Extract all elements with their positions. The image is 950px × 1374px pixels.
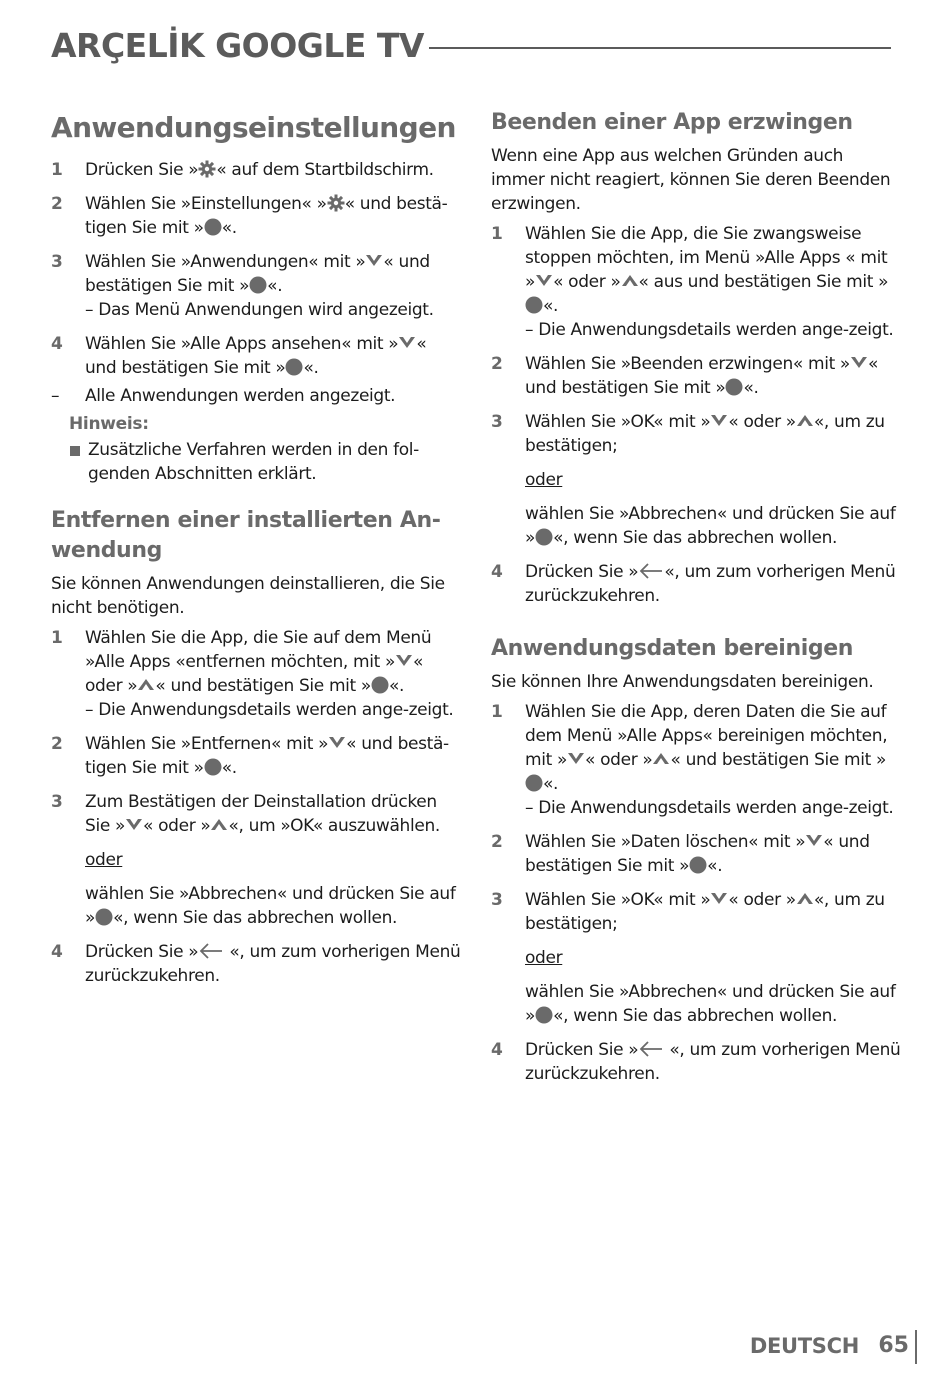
ok-button-icon xyxy=(535,528,553,546)
arrow-up-icon xyxy=(796,412,814,430)
step-4 xyxy=(491,1038,901,1086)
step-text: «. xyxy=(221,218,237,238)
note-item xyxy=(51,438,461,486)
step-text: «. xyxy=(221,758,237,778)
step-text: « und bestätigen Sie mit » xyxy=(525,354,879,398)
section-intro: Sie können Ihre Anwendungsdaten bereinigen. xyxy=(491,672,874,692)
step-number: 3 xyxy=(51,252,63,272)
step-number: 2 xyxy=(491,832,503,852)
alternative-text xyxy=(491,502,901,550)
alternative-text xyxy=(51,882,461,930)
step-text: Wählen Sie die App, die Sie zwangsweise stoppen möchten, im Menü »Alle Apps « mit » xyxy=(525,224,888,292)
oder-label: oder xyxy=(525,470,563,490)
arrow-down-icon xyxy=(805,832,823,850)
note-text: Zusätzliche Verfahren werden in den fol-genden Abschnitten erklärt. xyxy=(88,440,419,484)
step-text: Wählen Sie »Alle Apps ansehen« mit » xyxy=(85,334,399,354)
step-1 xyxy=(51,158,461,182)
step-3 xyxy=(491,888,901,936)
arrow-down-icon xyxy=(328,734,346,752)
step-text: «. xyxy=(543,296,559,316)
step-text: « aus und bestätigen Sie mit » xyxy=(638,272,889,292)
step-text: « und bestä-tigen Sie mit » xyxy=(85,734,449,778)
step-text: «. xyxy=(303,358,319,378)
arrow-up-icon xyxy=(652,750,670,768)
step-text: «. xyxy=(543,774,559,794)
step-text: «, um zum vorherigen Menü zurückzukehren. xyxy=(525,562,896,606)
step-text: wählen Sie »Abbrechen« und drücken Sie auf » xyxy=(525,982,896,1026)
step-result-line xyxy=(51,384,461,408)
step-number: 2 xyxy=(491,354,503,374)
step-text: «. xyxy=(267,276,283,296)
note-title: Hinweis: xyxy=(69,414,149,434)
step-text: Wählen Sie »Beenden erzwingen« mit » xyxy=(525,354,850,374)
gear-icon xyxy=(327,194,345,212)
header-rule xyxy=(429,47,891,49)
arrow-down-icon xyxy=(365,252,383,270)
footer-bar xyxy=(915,1330,917,1364)
step-text: Drücken Sie » xyxy=(525,1040,639,1060)
step-text: Wählen Sie »Anwendungen« mit » xyxy=(85,252,366,272)
right-column xyxy=(491,108,901,1096)
step-text: «. xyxy=(388,676,405,696)
arrow-up-icon xyxy=(137,676,155,694)
step-text: Wählen Sie »Einstellungen« » xyxy=(85,194,327,214)
step-1 xyxy=(491,700,901,820)
ok-button-icon xyxy=(725,378,743,396)
ok-button-icon xyxy=(371,676,389,694)
gear-icon xyxy=(198,160,216,178)
step-number: 2 xyxy=(51,194,63,214)
step-number: 3 xyxy=(491,412,503,432)
back-arrow-icon xyxy=(198,942,224,960)
ok-button-icon xyxy=(204,218,222,236)
step-number: 4 xyxy=(491,1040,503,1060)
step-result: – Die Anwendungsdetails werden ange-zeigt. xyxy=(525,798,894,818)
arrow-down-icon xyxy=(710,412,728,430)
ok-button-icon xyxy=(525,774,543,792)
oder-label: oder xyxy=(85,850,123,870)
arrow-down-icon xyxy=(710,890,728,908)
step-text: «, um zu bestätigen; xyxy=(525,890,885,934)
step-text: «, um zu bestätigen; xyxy=(525,412,885,456)
step-2 xyxy=(51,732,461,780)
arrow-up-icon xyxy=(210,816,228,834)
page-number: 65 xyxy=(878,1333,909,1358)
step-text: Wählen Sie »OK« mit » xyxy=(525,890,711,910)
step-text: « oder » xyxy=(728,412,796,432)
step-text: Wählen Sie die App, deren Daten die Sie auf dem Menü »Alle Apps« bereinigen möchten, mit » xyxy=(525,702,888,770)
arrow-down-icon xyxy=(567,750,585,768)
step-text: «, um »OK« auszuwählen. xyxy=(228,816,440,836)
step-text: «, um zum vorherigen Menü zurückzukehren. xyxy=(85,942,461,986)
back-arrow-icon xyxy=(638,1040,664,1058)
step-number: 4 xyxy=(51,334,63,354)
step-text: «, wenn Sie das abbrechen wollen. xyxy=(553,528,838,548)
step-result: – Das Menü Anwendungen wird angezeigt. xyxy=(85,300,434,320)
ok-button-icon xyxy=(689,856,707,874)
arrow-down-icon xyxy=(850,354,868,372)
step-text: Drücken Sie » xyxy=(85,942,199,962)
step-number: 3 xyxy=(491,890,503,910)
step-number: 3 xyxy=(51,792,63,812)
step-text: « oder » xyxy=(585,750,653,770)
step-text: « oder » xyxy=(85,652,424,696)
alternative-text xyxy=(491,980,901,1028)
step-text: Wählen Sie die App, die Sie auf dem Menü »Alle Apps «entfernen möchten, mit » xyxy=(85,628,432,672)
step-text: Wählen Sie »Daten löschen« mit » xyxy=(525,832,806,852)
step-text: wählen Sie »Abbrechen« und drücken Sie auf » xyxy=(525,504,896,548)
step-text: « und bestätigen Sie mit » xyxy=(670,750,887,770)
step-1 xyxy=(51,626,461,722)
step-text: Wählen Sie »OK« mit » xyxy=(525,412,711,432)
step-text: Alle Anwendungen werden angezeigt. xyxy=(85,386,396,406)
step-1 xyxy=(491,222,901,342)
step-number: 1 xyxy=(491,702,503,722)
step-text: « auf dem Startbildschirm. xyxy=(216,160,434,180)
step-2 xyxy=(51,192,461,240)
step-text: « oder » xyxy=(728,890,796,910)
step-text: wählen Sie »Abbrechen« und drücken Sie auf » xyxy=(85,884,456,928)
oder-label: oder xyxy=(525,948,563,968)
step-text: «, wenn Sie das abbrechen wollen. xyxy=(553,1006,838,1026)
step-text: « und bestätigen Sie mit » xyxy=(525,832,870,876)
section-title-force-stop: Beenden einer App erzwingen xyxy=(491,110,853,135)
arrow-down-icon xyxy=(398,334,416,352)
arrow-down-icon xyxy=(535,272,553,290)
step-text: « und bestä-tigen Sie mit » xyxy=(85,194,448,238)
step-result: – Die Anwendungsdetails werden ange-zeigt. xyxy=(85,700,454,720)
arrow-up-icon xyxy=(796,890,814,908)
dash-marker: – xyxy=(51,386,60,406)
arrow-up-icon xyxy=(621,272,639,290)
arrow-down-icon xyxy=(125,816,143,834)
step-number: 1 xyxy=(51,628,63,648)
brand-title: ARÇELİK GOOGLE TV xyxy=(51,26,424,65)
bullet-square-icon xyxy=(70,446,80,456)
step-text: Drücken Sie » xyxy=(525,562,639,582)
step-text: Wählen Sie »Entfernen« mit » xyxy=(85,734,329,754)
footer-language: DEUTSCH xyxy=(749,1334,859,1358)
ok-button-icon xyxy=(204,758,222,776)
step-text: «. xyxy=(707,856,723,876)
ok-button-icon xyxy=(249,276,267,294)
ok-button-icon xyxy=(285,358,303,376)
section-intro: Sie können Anwendungen deinstallieren, die Sie nicht benötigen. xyxy=(51,574,445,618)
step-4 xyxy=(51,332,461,380)
left-column xyxy=(51,100,461,998)
page-header xyxy=(51,22,891,70)
ok-button-icon xyxy=(535,1006,553,1024)
step-3 xyxy=(491,410,901,458)
ok-button-icon xyxy=(525,296,543,314)
section-title-uninstall: Entfernen einer installierten An-wendung xyxy=(51,508,441,563)
section-intro: Wenn eine App aus welchen Gründen auch immer nicht reagiert, können Sie deren Beenden erzwingen. xyxy=(491,146,891,214)
section-title-clear-data: Anwendungsdaten bereinigen xyxy=(491,636,853,661)
step-number: 1 xyxy=(51,160,63,180)
section-title-app-settings: Anwendungseinstellungen xyxy=(51,111,456,144)
step-text: «, wenn Sie das abbrechen wollen. xyxy=(113,908,398,928)
step-4 xyxy=(491,560,901,608)
step-number: 2 xyxy=(51,734,63,754)
alternative-label xyxy=(491,468,901,492)
step-2 xyxy=(491,830,901,878)
step-number: 4 xyxy=(51,942,63,962)
back-arrow-icon xyxy=(638,562,664,580)
step-result: – Die Anwendungsdetails werden ange-zeigt. xyxy=(525,320,894,340)
step-2 xyxy=(491,352,901,400)
step-text: Drücken Sie » xyxy=(85,160,199,180)
step-text: « und bestätigen Sie mit » xyxy=(85,334,427,378)
step-3 xyxy=(51,250,461,322)
step-3 xyxy=(51,790,461,838)
step-number: 4 xyxy=(491,562,503,582)
step-text: «. xyxy=(743,378,759,398)
alternative-label xyxy=(491,946,901,970)
ok-button-icon xyxy=(95,908,113,926)
step-number: 1 xyxy=(491,224,503,244)
step-text: Zum Bestätigen der Deinstallation drücken Sie » xyxy=(85,792,437,836)
step-text: « oder » xyxy=(553,272,621,292)
alternative-label xyxy=(51,848,461,872)
step-text: «, um zum vorherigen Menü zurückzukehren. xyxy=(525,1040,901,1084)
arrow-down-icon xyxy=(395,652,413,670)
step-text: « oder » xyxy=(143,816,211,836)
step-4 xyxy=(51,940,461,988)
step-text: « und bestätigen Sie mit » xyxy=(85,252,430,296)
step-text: « und bestätigen Sie mit » xyxy=(155,676,371,696)
